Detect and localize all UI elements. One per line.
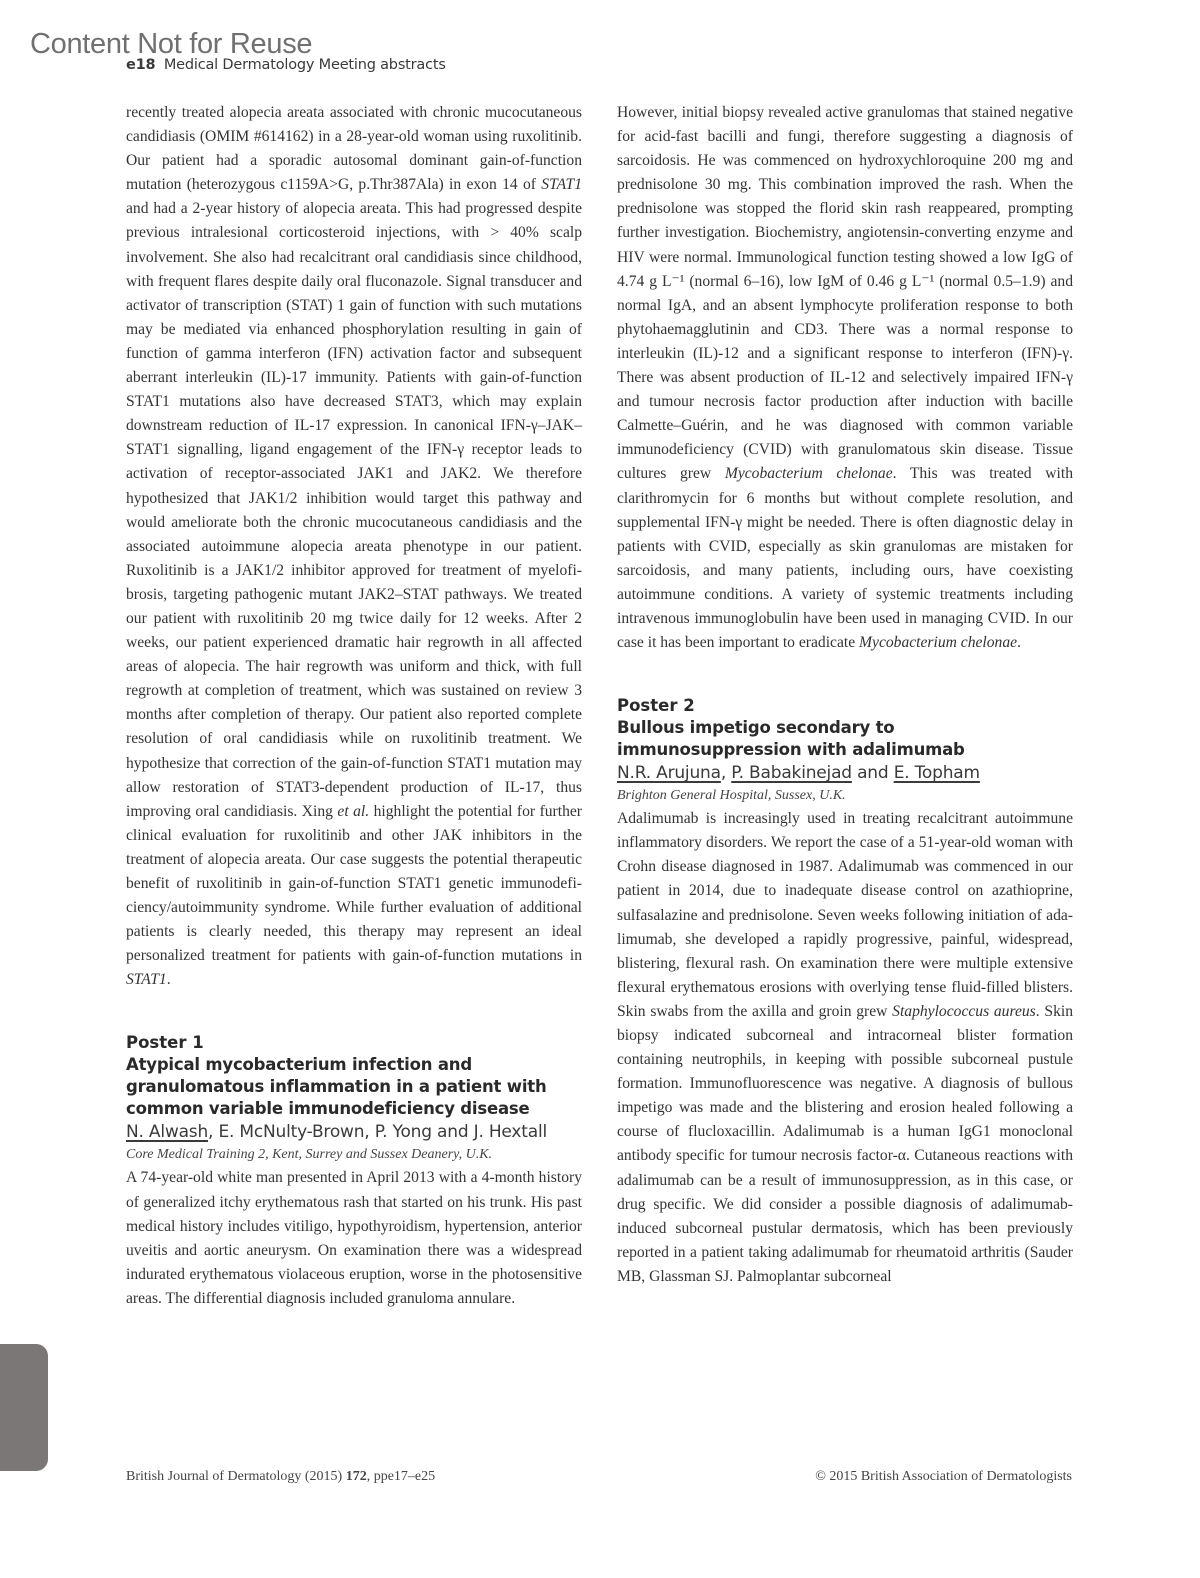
species-name: Mycobacterium chelonae: [859, 634, 1018, 652]
affiliation: Core Medical Training 2, Kent, Surrey and Sussex Deanery, U.K.: [126, 1147, 493, 1163]
author-list: N. Alwash, E. McNulty-Brown, P. Yong and J. Hextall: [126, 1122, 547, 1143]
species-name: Staphylococcus aureus: [892, 1002, 1036, 1020]
footer-copyright: © 2015 British Association of Dermatologists: [815, 1469, 1072, 1484]
presenting-author: N. Alwash: [126, 1122, 209, 1143]
watermark: Content Not for Reuse: [30, 28, 313, 60]
page-edge-tab: [0, 1344, 48, 1471]
poster-1-body-continued: However, initial biopsy revealed active granulomas that stained negative for acid-fast bacilli and fungi, therefore suggesting a diagnosis of sarcoidosis. He was commenced on hydroxychloroquine 200 mg and prednisolone 30 mg. This combination improved the rash. When the prednisolone was stopped the florid skin rash reappeared, prompting further investigation. Biochemistry, angiotensin-converting enzyme and HIV were normal. Immunological function testing showed a low IgG of 4.74 g L⁻¹ (normal 6–16), low IgM of 0.46 g L⁻¹ (normal 0.5–1.9) and normal IgA, and an absent lymphocyte proliferation response to both phytohaemagglutinin and CD3. There was a normal response to interleukin (IL)-12 and a significant response to interferon (IFN)-γ. There was absent production of IL-12 and selectively impaired IFN-γ and tumour necrosis factor production after induction with bacille Calmette–Guérin, and he was diagnosed with common variable immunodeficiency (CVID) with granulomatous skin disease. Tissue cultures grew Mycobacterium chelonae. This was treated with clarithromycin for 6 months but without complete resolution, and supplemental IFN-γ might be needed. There is often diagnostic delay in patients with CVID, especially as skin granulomas are mistaken for sarcoidosis, and many patients, including ours, have coexisting autoimmune conditions. A variety of systemic treatments including intravenous immunoglobulin have been used in managing CVID. In our case it has been important to eradicate Mycobacterium chelonae.: [617, 104, 1073, 652]
poster-title: Bullous impetigo secondary to immunosuppression with adalimumab: [617, 718, 965, 760]
presenting-author: P. Babakinejad: [731, 763, 852, 784]
right-column: [617, 101, 1073, 1289]
presenting-author: E. Topham: [893, 763, 980, 784]
section-title: Medical Dermatology Meeting abstracts: [163, 57, 446, 73]
affiliation: Brighton General Hospital, Sussex, U.K.: [617, 788, 846, 804]
poster-2-body: Adalimumab is increasingly used in treating recalcitrant autoimmune inflammatory disorders. We report the case of a 51-year-old woman with Crohn disease diagnosed in 1987. Adalimumab was commenced in our patient in 2014, due to inadequate disease control on azathioprine, sulfasalazine and prednisolone. Seven weeks following initiation of adalimumab, she developed a rapidly progressive, painful, widespread, blistering, flexural rash. On examination there were multiple extensive flexural erythematous erosions with overlying tense fluid-filled blisters. Skin swabs from the axilla and groin grew Staphylococcus aureus. Skin biopsy indicated subcorneal and intracorneal blister formation containing neutrophils, in keeping with possible subcorneal pustule formation. Immunofluorescence was negative. A diagnosis of bullous impetigo was made and the blistering and erosion healed following a course of flucloxacillin. Adalimumab is a human IgG1 monoclonal antibody specific for tumour necrosis factor-α. Cutaneous reactions with adalimumab can be a result of immunosuppression, as in this case, or drug specific. We did consider a possible diagnosis of adalimumab-induced subcorneal pustular dermatosis, which has been previously reported in a patient taking adalimumab for rheumatoid arthritis (Sauder MB, Glassman SJ. Palmoplantar subcorneal: [617, 810, 1073, 1285]
author-list: N.R. Arujuna, P. Babakinejad and E. Topham: [617, 763, 980, 784]
poster-title: Atypical mycobacterium infection and granulomatous inflammation in a patient with common variable immunodeficiency disease: [126, 1055, 547, 1119]
left-column: [126, 101, 582, 1311]
volume: 172: [345, 1469, 367, 1484]
footer-citation: British Journal of Dermatology (2015) 172, ppe17–e25: [126, 1469, 436, 1484]
gene-name: STAT1: [541, 176, 582, 194]
poster-label: Poster 1: [126, 1033, 204, 1053]
poster-label: Poster 2: [617, 696, 695, 716]
poster-1-body: A 74-year-old white man presented in April 2013 with a 4-month history of generalized itchy erythematous rash that started on his trunk. His past medical history includes vitiligo, hypothyroidism, hypertension, anterior uveitis and aortic aneurysm. On examination there was a widespread indurated erythematous violaceous eruption, worse in the photosensitive areas. The differential diagnosis included granuloma annulare.: [126, 1169, 582, 1307]
page-number: e18: [126, 57, 156, 73]
poster-2-header: [617, 695, 1073, 807]
abstract-continuation: recently treated alopecia areata associated with chronic mucocutaneous candidiasis (OMIM #614162) in a 28-year-old woman using ruxolitinib. Our patient had a sporadic autosomal dominant gain-of-function mutation (heterozygous c1159A>G, p.Thr387Ala) in exon 14 of STAT1 and had a 2-year history of alopecia areata. This had progressed despite previous intralesional corticosteroid injections, with > 40% scalp involvement. She also had recalcitrant oral candidiasis since childhood, with frequent flares despite daily oral fluconazole. Signal transducer and activator of transcription (STAT) 1 gain of function with such mutations may be mediated via enhanced phosphorylation resulting in gain of function of gamma interferon (IFN) activation factor and subsequent aberrant interleukin (IL)-17 immunity. Patients with gain-of-function STAT1 mutations also have decreased STAT3, which may explain downstream reduction of IL-17 expression. In canonical IFN-γ–JAK–STAT1 signalling, ligand engagement of the IFN-γ receptor leads to activation of receptor-associated JAK1 and JAK2. We therefore hypothesized that JAK1/2 inhibition would target this pathway and would ameliorate both the chronic mucocutaneous candidiasis and the associated autoimmune alopecia areata phenotype in our patient. Ruxolitinib is a JAK1/2 inhibitor approved for treatment of myelofibrosis, targeting pathogenic mutant JAK2–STAT pathways. We treated our patient with ruxolitinib 20 mg twice daily for 12 weeks. After 2 weeks, our patient experienced dramatic hair regrowth in all affected areas of alopecia. The hair regrowth was uniform and thick, with full regrowth at completion of treatment, which was sustained on review 3 months after completion of therapy. Our patient also reported complete resolution of oral candidiasis while on ruxolitinib treatment. We hypothesize that correction of the gain-of-function STAT1 mutation may allow restoration of STAT3-dependent production of IL-17, thus improving oral candidiasis. Xing et al. highlight the potential for further clinical evaluation for ruxolitinib and other JAK inhibitors in the treatment of alopecia areata. Our case suggests the potential therapeutic benefit of ruxolitinib in gain-of-function STAT1 genetic immunodeficiency/autoimmunity syndrome. While further evaluation of additional patients is clearly needed, this therapy may represent an ideal personalized treatment for patients with gain-of-function mutations in STAT1.: [126, 104, 582, 989]
poster-1-header: [126, 1032, 582, 1166]
gene-name: STAT1: [126, 971, 167, 989]
presenting-author: N.R. Arujuna: [617, 763, 721, 784]
species-name: Mycobacterium chelonae: [724, 465, 893, 483]
